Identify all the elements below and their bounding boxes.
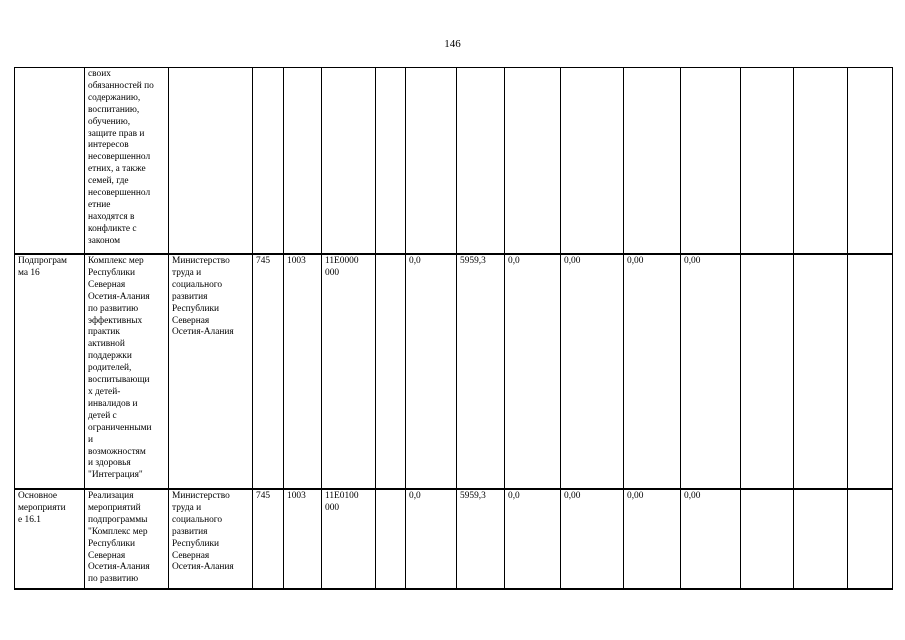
cell-grbs: [253, 68, 284, 255]
cell-value: 5959,3: [457, 489, 505, 589]
cell-value: 0,00: [681, 489, 741, 589]
cell-value: [741, 68, 794, 255]
cell-vr: [376, 489, 406, 589]
cell-executor: Министерство труда и социального развития Республики Северная Осетия-Алания: [169, 489, 253, 589]
cell-value: [794, 254, 848, 489]
cell-value: [505, 68, 561, 255]
cell-value: 0,00: [624, 254, 681, 489]
cell-value: 0,0: [505, 489, 561, 589]
cell-name: Реализация мероприятий подпрограммы "Комплекс мер Республики Северная Осетия-Алания по развитию: [85, 489, 169, 589]
cell-value: 0,0: [406, 254, 457, 489]
cell-grbs: 745: [253, 254, 284, 489]
budget-table: [14, 67, 893, 590]
table-row: [15, 68, 893, 255]
cell-rzpr: 1003: [284, 254, 322, 489]
cell-value: [561, 68, 624, 255]
cell-status: Подпрограм ма 16: [15, 254, 85, 489]
cell-executor: [169, 68, 253, 255]
cell-rzpr: [284, 68, 322, 255]
cell-value: 0,0: [406, 489, 457, 589]
cell-vr: [376, 254, 406, 489]
cell-value: 0,00: [561, 489, 624, 589]
table-row: [15, 489, 893, 589]
cell-csr: 11Е0100 000: [322, 489, 376, 589]
cell-name: своих обязанностей по содержанию, воспитанию, обучению, защите прав и интересов несовершеннол етних, а также семей, где несовершеннол етние находятся в конфликте с законом: [85, 68, 169, 255]
cell-vr: [376, 68, 406, 255]
cell-executor: Министерство труда и социального развития Республики Северная Осетия-Алания: [169, 254, 253, 489]
cell-status: Основное мероприяти е 16.1: [15, 489, 85, 589]
cell-value: [848, 68, 893, 255]
cell-value: [794, 68, 848, 255]
cell-grbs: 745: [253, 489, 284, 589]
cell-name: Комплекс мер Республики Северная Осетия-Алания по развитию эффективных практик активной поддержки родителей, воспитывающи х детей- инвалидов и детей с ограниченными и возможностям и здоровья "Интеграция": [85, 254, 169, 489]
table-row: [15, 254, 893, 489]
cell-value: [624, 68, 681, 255]
cell-value: [681, 68, 741, 255]
cell-value: 0,00: [561, 254, 624, 489]
cell-value: [741, 489, 794, 589]
cell-value: 0,00: [624, 489, 681, 589]
cell-value: 0,0: [505, 254, 561, 489]
cell-rzpr: 1003: [284, 489, 322, 589]
cell-value: [794, 489, 848, 589]
cell-value: [457, 68, 505, 255]
cell-csr: 11Е0000 000: [322, 254, 376, 489]
page-number: 146: [444, 38, 461, 50]
cell-value: 5959,3: [457, 254, 505, 489]
cell-value: [741, 254, 794, 489]
cell-value: [848, 254, 893, 489]
cell-value: [848, 489, 893, 589]
cell-value: [406, 68, 457, 255]
cell-csr: [322, 68, 376, 255]
cell-status: [15, 68, 85, 255]
cell-value: 0,00: [681, 254, 741, 489]
